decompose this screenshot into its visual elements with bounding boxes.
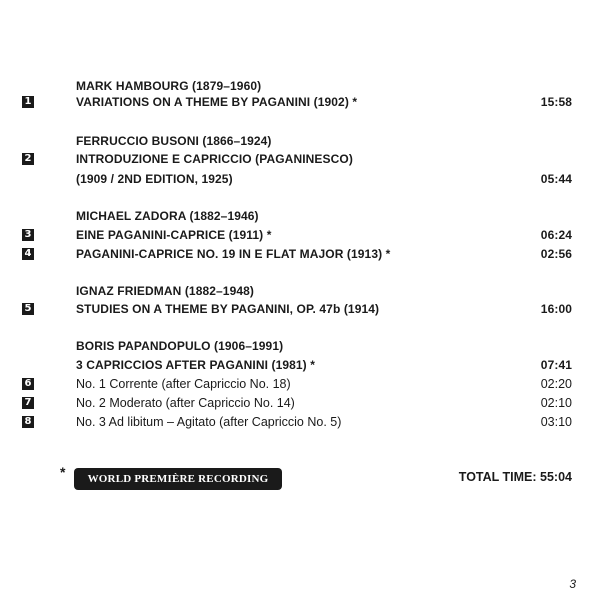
track-time: 06:24 — [540, 228, 572, 242]
track-row — [76, 300, 572, 318]
work-group-title: 3 CAPRICCIOS AFTER PAGANINI (1981) * — [76, 358, 315, 372]
track-title: PAGANINI-CAPRICE NO. 19 IN E FLAT MAJOR (1913) * — [76, 247, 391, 261]
track-time: 03:10 — [540, 415, 572, 429]
work-group-time: 07:41 — [540, 358, 572, 372]
track-row — [76, 226, 572, 244]
track-title: INTRODUZIONE E CAPRICCIO (PAGANINESCO) — [76, 152, 353, 166]
track-title-continued: (1909 / 2ND EDITION, 1925) — [76, 172, 233, 186]
track-row — [76, 394, 572, 412]
track-row — [76, 245, 572, 263]
track-number-badge: 8 — [22, 416, 34, 428]
track-row — [76, 413, 572, 431]
track-row — [76, 150, 572, 168]
work-group-heading — [76, 356, 572, 374]
page-number: 3 — [569, 577, 576, 591]
track-row — [76, 375, 572, 393]
total-time: TOTAL TIME: 55:04 — [458, 470, 572, 484]
composer-heading: FERRUCCIO BUSONI (1866–1924) — [76, 134, 272, 148]
track-number-badge: 3 — [22, 229, 34, 241]
track-title: STUDIES ON A THEME BY PAGANINI, OP. 47b (1914) — [76, 302, 380, 316]
track-time: 02:10 — [540, 396, 572, 410]
track-number-badge: 2 — [22, 153, 34, 165]
track-number-badge: 6 — [22, 378, 34, 390]
world-premiere-badge: WORLD PREMIÈRE RECORDING — [74, 468, 282, 490]
asterisk-note-marker: * — [60, 464, 66, 480]
track-time: 15:58 — [540, 95, 572, 109]
track-title: No. 3 Ad libitum – Agitato (after Capriccio No. 5) — [76, 415, 342, 429]
track-number-badge: 4 — [22, 248, 34, 260]
track-row-continued — [76, 170, 572, 188]
track-number-badge: 7 — [22, 397, 34, 409]
track-title: No. 1 Corrente (after Capriccio No. 18) — [76, 377, 291, 391]
composer-heading: IGNAZ FRIEDMAN (1882–1948) — [76, 284, 254, 298]
track-title: No. 2 Moderato (after Capriccio No. 14) — [76, 396, 295, 410]
track-title: EINE PAGANINI-CAPRICE (1911) * — [76, 228, 272, 242]
track-time: 02:20 — [540, 377, 572, 391]
track-time: 02:56 — [540, 247, 572, 261]
track-number-badge: 5 — [22, 303, 34, 315]
track-row — [76, 93, 572, 111]
composer-heading: BORIS PAPANDOPULO (1906–1991) — [76, 339, 284, 353]
track-number-badge: 1 — [22, 96, 34, 108]
composer-heading: MARK HAMBOURG (1879–1960) — [76, 79, 262, 93]
track-time: 05:44 — [540, 172, 572, 186]
track-title: VARIATIONS ON A THEME BY PAGANINI (1902) * — [76, 95, 358, 109]
composer-heading: MICHAEL ZADORA (1882–1946) — [76, 209, 259, 223]
track-time: 16:00 — [540, 302, 572, 316]
